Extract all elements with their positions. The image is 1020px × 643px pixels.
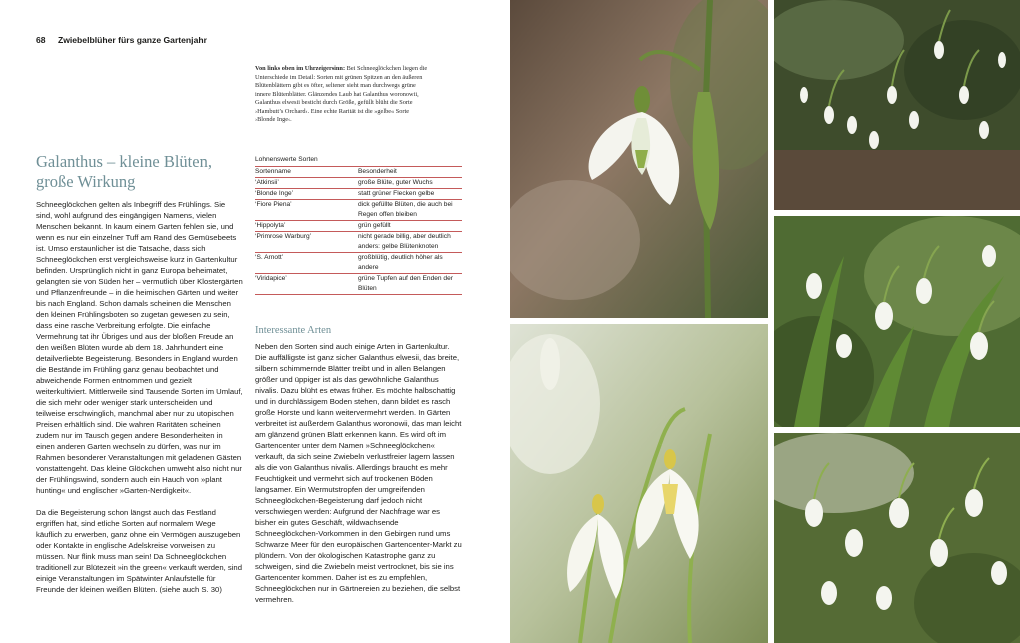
table-cell: grüne Tupfen auf den Enden der Blüten xyxy=(358,275,453,292)
table-cell: dick gefüllte Blüten, die auch bei Regen offen bleiben xyxy=(358,201,453,218)
table-header-cell: Sortenname xyxy=(255,168,291,175)
table-cell: statt grüner Flecken gelbe xyxy=(358,190,435,197)
section-paragraph: Neben den Sorten sind auch einige Arten in Gartenkultur. Die auffälligste ist ganz sicher Galanthus elwesii, das breite, silbern schimmernde Blätter treibt und in allen Belangen größer und üppiger ist als das gewöhnliche Galanthus nivalis. Dazu blüht es etwas früher. Es möchte halbschattig und in durchlässigem Boden stehen, dann bildet es rasch große Horste und kann weitervermehrt werden. In Gärten verbreitet ist außerdem Galanthus woronowii, das man leicht am glänzend grünen Blatt erkennen kann. Es wird oft im Gartencenter unter dem Namen »Schneeglöckchen« verkauft, da sich seine Zwiebeln verlustfreier lagern lassen als die von Galanthus nivalis. Allerdings braucht es mehr Feuchtigkeit und vermehrt sich auf trockenen Böden langsamer. Ein Wermutstropfen der umgreifenden Schneeglöckchen-Begeisterung darf jedoch nicht verschwiegen werden: Aufgrund der Nachfrage war es bisher ein gutes Geschäft, wildwachsende Schneeglöckchen-Vorkommen in den Gebirgen rund ums Schwarze Meer für den europäischen Gartencenter-Markt zu plündern. Von der ökologischen Katastrophe ganz zu schweigen, sind die Zwiebeln meist vertrocknet, bis sie ins Gartencenter kommen. Daher ist es zu empfehlen, Schneeglöckchen nur in Gärtnereien zu beziehen, die selbst vermehren. xyxy=(255,342,462,604)
table-cell: ‘S. Arnott’ xyxy=(255,254,284,261)
table-row xyxy=(255,221,462,232)
table-cell: nicht gerade billig, aber deutlich anders: gelbe Blütenknoten xyxy=(358,233,451,250)
table-cell: ‘Atkinsii’ xyxy=(255,179,279,186)
snowdrop-clump-photo xyxy=(774,0,1020,210)
table-cell: ‘Primrose Warburg’ xyxy=(255,233,312,240)
table-cell: große Blüte, guter Wuchs xyxy=(358,179,433,186)
article-body-left xyxy=(36,199,243,595)
article-title: Galanthus – kleine Blüten, große Wirkung xyxy=(36,152,212,191)
snowdrop-closeup-photo xyxy=(510,0,768,318)
table-cell: grün gefüllt xyxy=(358,222,391,229)
double-snowdrop-photo xyxy=(774,433,1020,643)
table-cell: ‘Viridapice’ xyxy=(255,275,287,282)
table-row xyxy=(255,232,462,253)
table-cell: großblütig, deutlich höher als andere xyxy=(358,254,443,271)
section-title: Interessante Arten xyxy=(255,325,332,336)
page-number: 68 xyxy=(36,35,46,45)
table-header-cell: Besonderheit xyxy=(358,168,397,175)
table-cell: ‘Hippolyta’ xyxy=(255,222,286,229)
article-paragraph: Da die Begeisterung schon längst auch das Festland ergriffen hat, sind etliche Sorten auf normalem Wege käuflich zu erwerben, ganz ohne ein Vermögen auszugeben oder Kontakte in englische Adelskreise vorweisen zu müssen. Nur flink muss man sein! Da Schneeglöckchen traditionell zur Blütezeit »in the green« verkauft werden, sind einige Veranstaltungen im Spätwinter Anlaufstelle für Freunde der kleinen weißen Blüten. (siehe auch S. 30) xyxy=(36,508,242,594)
table-title: Lohnenswerte Sorten xyxy=(255,155,462,167)
table-row xyxy=(255,274,462,295)
table-row xyxy=(255,253,462,274)
table-row xyxy=(255,189,462,200)
table-header-row xyxy=(255,167,462,178)
varieties-table xyxy=(255,155,462,295)
table-cell: ‘Fiore Piena’ xyxy=(255,201,292,208)
galanthus-elwesii-photo xyxy=(774,216,1020,427)
page-header xyxy=(36,35,207,45)
table-row xyxy=(255,178,462,189)
caption-lead: Von links oben im Uhrzeigersinn: xyxy=(255,65,346,72)
article-body-right xyxy=(255,341,462,605)
article-paragraph: Schneeglöckchen gelten als Inbegriff des Frühlings. Sie sind, wohl aufgrund des eingängigen Namens, vielen Menschen bekannt. In kaum einem Garten fehlen sie, und wenn es nur ein einzelner Tuff am Rand des Gemüsebeets ist. Umso erstaunlicher ist die Tatsache, dass sich Schneeglöckchen erst vergleichsweise kurz in Gartenkultur befinden. Ursprünglich nicht in ganz Europa beheimatet, gelangten sie von Süden her – vermutlich über Klostergärten und Pflanzenfreunde – in die heimischen Gärten und weiter bis nach England. Schon damals scheinen die Menschen den kleinen Frühlingsboten so zugetan gewesen zu sein, dass eine rasche Verbreitung erfolgte. Die einfache Vermehrung tat ihr Übriges und aus der bloßen Freude an den weißen Blüten wurde ab dem 18. Jahrhundert eine detailverliebte Begeisterung. Besonders in England wurden die Bestände im Frühling ganz genau beobachtet und abweichende Formen entnommen und gezielt weiterkultiviert. Mittlerweile sind Tausende Sorten im Umlauf, die sich mehr oder weniger stark unterscheiden und teilweise erschwinglich, manchmal aber nur zu utopischen Preisen erhältlich sind. Die wahren Raritäten scheinen zudem nur im Tausch gegen andere Besonderheiten in einen anderen Garten wechseln zu dürfen, was nur im Rahmen besonderer Veranstaltungen mit geladenen Gästen vonstattengeht. Das kleine Glöckchen umweht also nicht nur der Frühlingswind, sondern auch ein Hauch von »plant hunting« und englischer »Garten-Nerdigkeit«. xyxy=(36,200,243,495)
table-cell: ‘Blonde Inge’ xyxy=(255,190,294,197)
photo-caption xyxy=(255,65,430,125)
running-title: Zwiebelblüher fürs ganze Gartenjahr xyxy=(57,35,207,45)
table-row xyxy=(255,200,462,221)
blonde-inge-snowdrop-photo xyxy=(510,324,768,643)
caption-text: Bei Schneeglöckchen liegen die Unterschiede im Detail: Sorten mit grünen Spitzen an den äußeren Blütenblättern gibt es öfter, seltener sieht man durchwegs grüne innere Blütenblätter. Glänzendes Laub hat Galanthus woronowii, Galanthus elwesii besticht durch Größe, gefüllt blüht die Sorte ›Hambutt’s Orchard‹. Eine echte Rarität ist die »gelbe« Sorte ›Blonde Inge‹. xyxy=(255,65,428,123)
